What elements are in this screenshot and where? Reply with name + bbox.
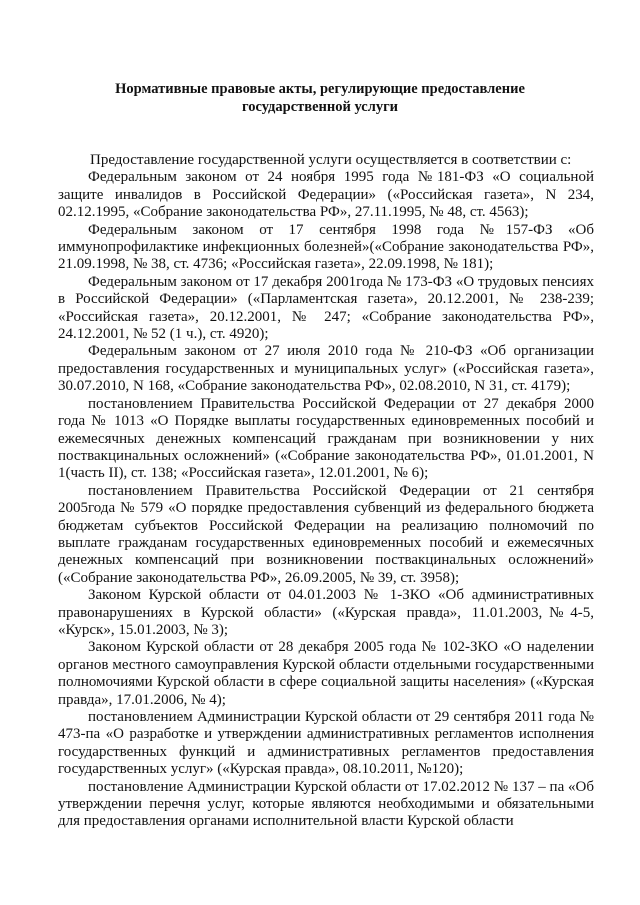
- resolution-paragraph: постановлением Правительства Российской Федерации от 27 декабря 2000 года № 1013 «О Порядке выплаты государственных единовременных пособий и ежемесячных денежных компенсаций гражданам при возникновении у них поствакцинальных осложнений» («Собрание законодательства РФ», 01.01.2001, N 1(часть II), ст. 138; «Российская газета», 12.01.2001, № 6);: [58, 395, 594, 482]
- document-title-line-1: Нормативные правовые акты, регулирующие предоставление: [115, 81, 525, 97]
- law-paragraph: Федеральным законом от 24 ноября 1995 года №181-ФЗ «О социальной защите инвалидов в Российской Федерации» («Российская газета», N 234, 02.12.1995, «Собрание законодательства РФ», 27.11.1995, № 48, ст. 4563);: [58, 169, 594, 221]
- regional-resolution-paragraph: постановлением Администрации Курской области от 29 сентября 2011 года № 473-па «О разработке и утверждении административных регламентов исполнения государственных функций и административных регламентов предоставления государственных услуг» («Курская правда», 08.10.2011, №120);: [58, 709, 594, 778]
- law-paragraph: Федеральным законом от 27 июля 2010 года № 210-ФЗ «Об организации предоставления государственных и муниципальных услуг» («Российская газета», 30.07.2010, N 168, «Собрание законодательства РФ», 02.08.2010, N 31, ст. 4179);: [58, 343, 594, 395]
- law-paragraph: Федеральным законом от 17 сентября 1998 года №157-ФЗ «Об иммунопрофилактике инфекционных болезней»(«Собрание законодательства РФ», 21.09.1998, № 38, ст. 4736; «Российская газета», 22.09.1998, № 181);: [58, 221, 594, 273]
- intro-paragraph: Предоставление государственной услуги осуществляется в соответствии с:: [90, 152, 572, 168]
- regional-law-paragraph: Законом Курской области от 28 декабря 2005 года № 102-ЗКО «О наделении органов местного самоуправления Курской области отдельными государственными полномочиями Курской области в сфере социальной защиты населения» («Курская правда», 17.01.2006, № 4);: [58, 639, 594, 708]
- resolution-paragraph: постановлением Правительства Российской Федерации от 21 сентября 2005года № 579 «О порядке предоставления субвенций из федерального бюджета бюджетам субъектов Российской Федерации на реализацию полномочий по выплате гражданам государственных единовременных пособий и ежемесячных денежных компенсаций при возникновении поствакцинальных осложнений» («Собрание законодательства РФ», 26.09.2005, № 39, ст. 3958);: [58, 482, 594, 586]
- regional-resolution-paragraph: постановление Администрации Курской области от 17.02.2012 № 137 – па «Об утверждении перечня услуг, которые являются необходимыми и обязательными для предоставления органами исполнительной власти Курской области: [58, 778, 594, 830]
- regional-law-paragraph: Законом Курской области от 04.01.2003 № 1-ЗКО «Об административных правонарушениях в Курской области» («Курская правда», 11.01.2003,№4-5, «Курск», 15.01.2003, № 3);: [58, 587, 594, 638]
- document-title: [90, 80, 550, 116]
- document-body: [58, 152, 594, 831]
- law-paragraph: Федеральным законом от 17 декабря 2001года № 173-ФЗ «О трудовых пенсиях в Российской Федерации» («Парламентская газета», 20.12.2001, № 238-239; «Российская газета», 20.12.2001, № 247; «Собрание законодательства РФ», 24.12.2001, № 52 (1 ч.), ст. 4920);: [58, 273, 594, 343]
- document-title-line-2: государственной услуги: [241, 99, 399, 115]
